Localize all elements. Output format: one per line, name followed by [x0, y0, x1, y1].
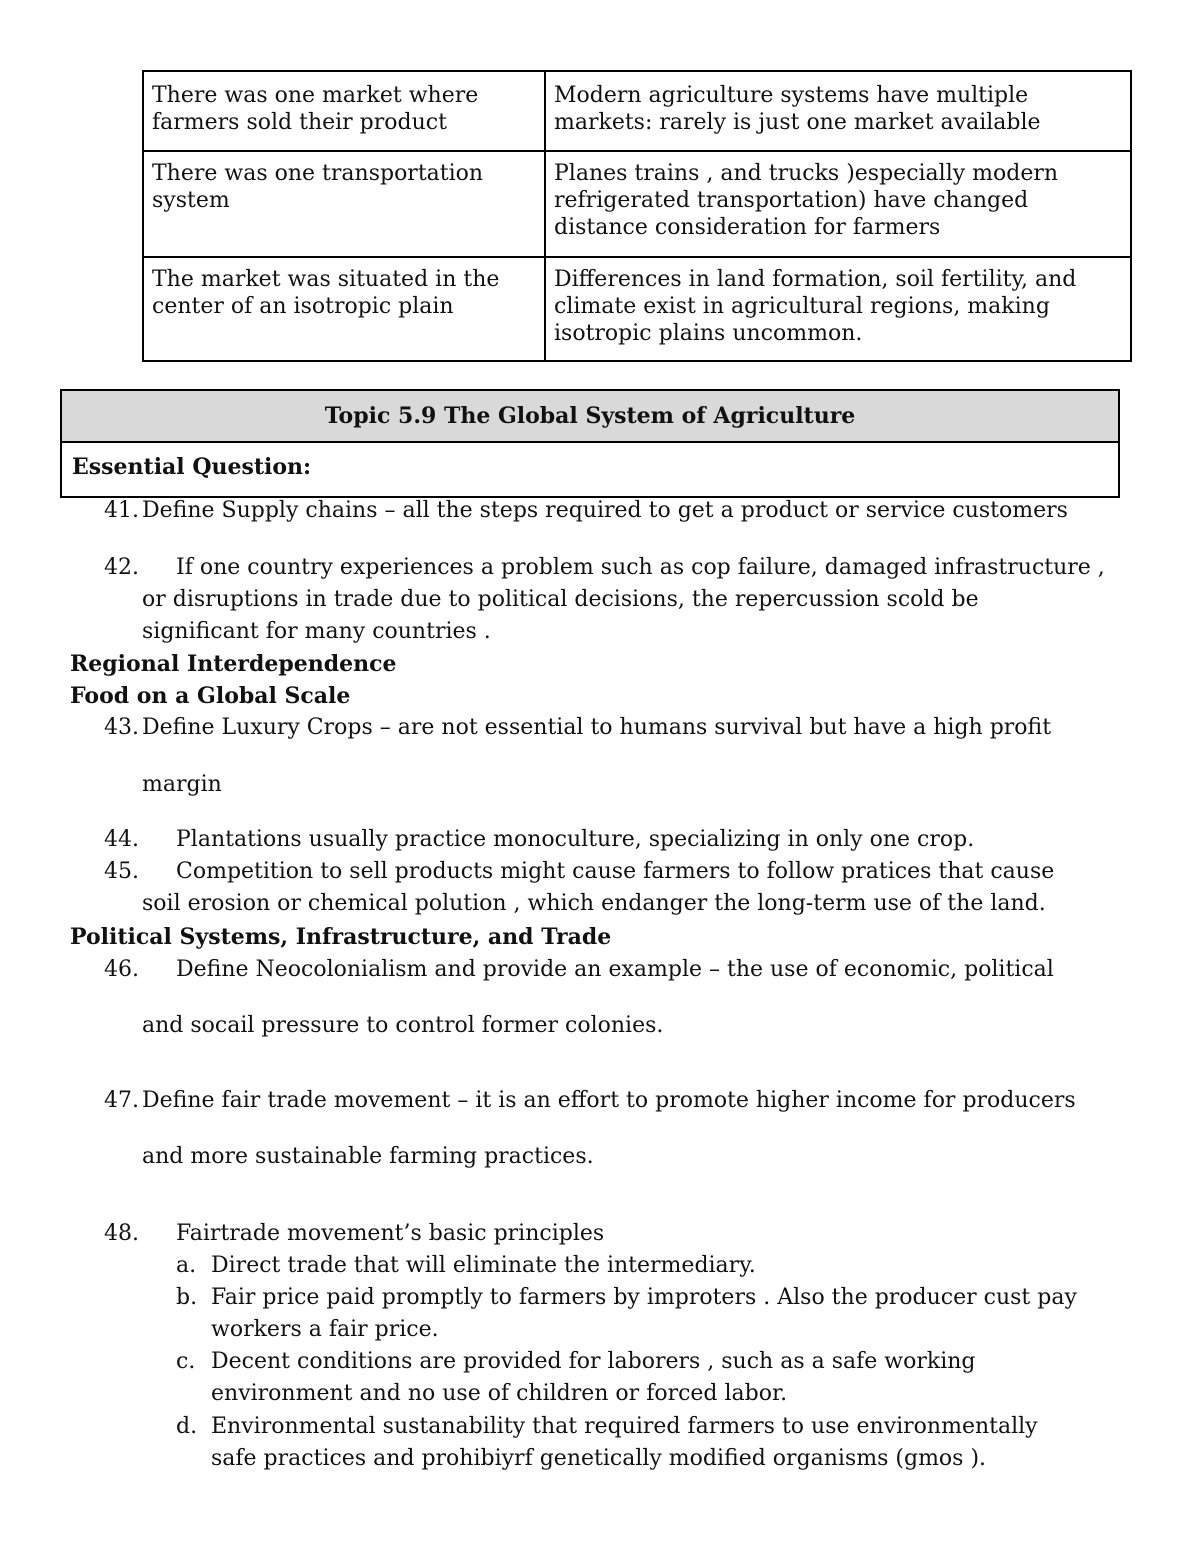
item-45-line: Competition to sell products might cause farmers to follow pratices that cause [176, 859, 1055, 884]
heading-regional-interdependence: Regional Interdependence [70, 651, 397, 677]
table-row [144, 72, 1130, 152]
item-number: 48. [104, 1221, 139, 1246]
subitem-d-line: safe practices and prohibiyrf genetically modified organisms (gmos ). [211, 1446, 987, 1471]
item-46-line: and socail pressure to control former colonies. [142, 1013, 664, 1038]
item-42-line: significant for many countries . [142, 619, 491, 644]
table-row [144, 152, 1130, 258]
subitem-d-line: Environmental sustanability that required farmers to use environmentally [211, 1414, 1038, 1439]
heading-political-systems: Political Systems, Infrastructure, and Trade [70, 924, 612, 950]
item-number: 46. [104, 957, 139, 982]
topic-title: Topic 5.9 The Global System of Agriculture [62, 391, 1118, 443]
item-43-line: margin [142, 772, 222, 797]
table-cell: Differences in land formation, soil fertility, and climate exist in agricultural regions, making isotropic plains uncommon. [554, 267, 1077, 346]
subitem-a-line: Direct trade that will eliminate the intermediary. [211, 1253, 756, 1278]
item-number: 47. [104, 1088, 139, 1113]
item-number: 43. [104, 715, 139, 740]
item-43-line: Define Luxury Crops – are not essential to humans survival but have a high profit [142, 715, 1052, 740]
table-cell: Modern agriculture systems have multiple markets: rarely is just one market available [554, 83, 1041, 135]
item-42-line: or disruptions in trade due to political decisions, the repercussion scold be [142, 587, 979, 612]
item-48-text: Fairtrade movement’s basic principles [176, 1221, 605, 1246]
subitem-letter: c. [176, 1349, 196, 1374]
essential-question-label: Essential Question: [72, 454, 312, 480]
subitem-b-line: workers a fair price. [211, 1317, 439, 1342]
table-cell: The market was situated in the center of an isotropic plain [152, 267, 500, 319]
subitem-letter: a. [176, 1253, 197, 1278]
table-row [144, 258, 1130, 362]
item-47-line: Define fair trade movement – it is an effort to promote higher income for producers [142, 1088, 1076, 1113]
subitem-letter: b. [176, 1285, 198, 1310]
subitem-c-line: environment and no use of children or forced labor. [211, 1381, 788, 1406]
item-46-line: Define Neocolonialism and provide an example – the use of economic, political [176, 957, 1054, 982]
heading-food-global-scale: Food on a Global Scale [70, 683, 351, 709]
item-number: 45. [104, 859, 139, 884]
comparison-table [142, 70, 1132, 362]
table-cell: Planes trains , and trucks )especially modern refrigerated transportation) have changed distance consideration for farmers [554, 161, 1059, 240]
topic-box [60, 389, 1120, 498]
item-number: 42. [104, 555, 139, 580]
item-47-line: and more sustainable farming practices. [142, 1144, 594, 1169]
table-cell: There was one transportation system [152, 161, 484, 213]
item-number: 44. [104, 827, 139, 852]
item-number: 41. [104, 498, 139, 523]
item-45-line: soil erosion or chemical polution , which endanger the long-term use of the land. [142, 891, 1046, 916]
table-cell: There was one market where farmers sold their product [152, 83, 479, 135]
item-41-text: Define Supply chains – all the steps required to get a product or service customers [142, 498, 1068, 523]
item-44-text: Plantations usually practice monoculture, specializing in only one crop. [176, 827, 975, 852]
item-42-line: If one country experiences a problem such as cop failure, damaged infrastructure , [176, 555, 1105, 580]
subitem-letter: d. [176, 1414, 198, 1439]
subitem-b-line: Fair price paid promptly to farmers by improters . Also the producer cust pay [211, 1285, 1077, 1310]
subitem-c-line: Decent conditions are provided for laborers , such as a safe working [211, 1349, 976, 1374]
